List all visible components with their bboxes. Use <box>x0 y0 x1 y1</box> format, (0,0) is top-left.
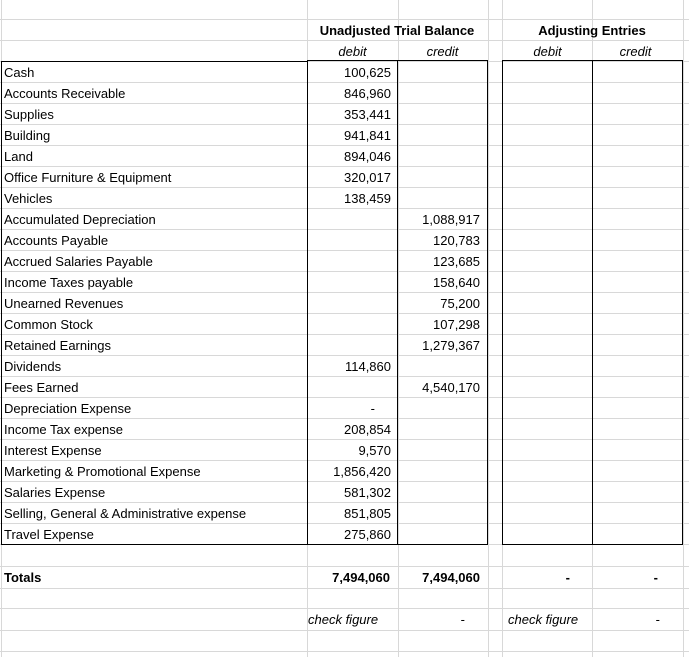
account-name[interactable]: Accumulated Depreciation <box>4 212 156 227</box>
account-unadjusted-credit[interactable] <box>398 419 480 440</box>
account-name[interactable]: Cash <box>4 65 35 80</box>
unadjusted-credit-header[interactable]: credit <box>426 44 459 59</box>
account-unadjusted-debit[interactable]: 851,805 <box>344 506 391 521</box>
totals-unadjusted-credit[interactable]: 7,494,060 <box>422 570 480 585</box>
account-unadjusted-debit[interactable]: 941,841 <box>344 128 391 143</box>
account-name[interactable]: Building <box>4 128 51 143</box>
adjusting-box-right <box>682 60 683 545</box>
adjusting-debit-header[interactable]: debit <box>533 44 562 59</box>
account-unadjusted-debit[interactable]: 353,441 <box>344 107 391 122</box>
account-unadjusted-credit[interactable] <box>398 83 480 104</box>
account-name[interactable]: Vehicles <box>4 191 53 206</box>
account-name[interactable]: Dividends <box>4 359 62 374</box>
account-unadjusted-credit[interactable]: 120,783 <box>433 233 480 248</box>
account-unadjusted-debit[interactable]: 138,459 <box>344 191 391 206</box>
unadjusted-box-left <box>307 60 308 545</box>
account-name[interactable]: Salaries Expense <box>4 485 106 500</box>
account-name[interactable]: Depreciation Expense <box>4 401 132 416</box>
account-name[interactable]: Unearned Revenues <box>4 296 124 311</box>
gridline-horizontal <box>0 651 689 652</box>
gridline-horizontal <box>0 630 689 631</box>
account-unadjusted-debit[interactable] <box>310 293 391 314</box>
account-unadjusted-debit[interactable] <box>310 272 391 293</box>
account-name[interactable]: Income Tax expense <box>4 422 123 437</box>
account-unadjusted-debit[interactable]: 208,854 <box>344 422 391 437</box>
account-unadjusted-debit[interactable] <box>310 209 391 230</box>
account-unadjusted-debit[interactable]: 894,046 <box>344 149 391 164</box>
account-unadjusted-debit[interactable]: 275,860 <box>344 527 391 542</box>
account-unadjusted-debit[interactable] <box>310 314 391 335</box>
account-unadjusted-credit[interactable] <box>398 167 480 188</box>
account-name[interactable]: Retained Earnings <box>4 338 111 353</box>
totals-adjusting-debit[interactable]: - <box>565 570 570 585</box>
account-unadjusted-credit[interactable] <box>398 503 480 524</box>
account-unadjusted-credit[interactable]: 123,685 <box>433 254 480 269</box>
check-figure-label-adjusting[interactable]: check figure <box>508 612 579 627</box>
account-unadjusted-credit[interactable] <box>398 188 480 209</box>
check-figure-value-adjusting[interactable]: - <box>655 612 660 627</box>
account-unadjusted-debit[interactable]: - <box>370 401 375 416</box>
account-unadjusted-credit[interactable]: 1,279,367 <box>422 338 480 353</box>
account-unadjusted-debit[interactable] <box>310 335 391 356</box>
account-unadjusted-credit[interactable] <box>398 62 480 83</box>
account-name[interactable]: Selling, General & Administrative expense <box>4 506 247 521</box>
account-name[interactable]: Travel Expense <box>4 527 94 542</box>
account-unadjusted-credit[interactable]: 158,640 <box>433 275 480 290</box>
account-name[interactable]: Supplies <box>4 107 54 122</box>
account-unadjusted-credit[interactable] <box>398 440 480 461</box>
adjusting-credit-header[interactable]: credit <box>619 44 652 59</box>
account-unadjusted-debit[interactable]: 846,960 <box>344 86 391 101</box>
unadjusted-trial-balance-header[interactable]: Unadjusted Trial Balance <box>319 23 475 38</box>
totals-adjusting-credit[interactable]: - <box>653 570 658 585</box>
account-unadjusted-debit[interactable] <box>310 377 391 398</box>
account-unadjusted-debit[interactable]: 581,302 <box>344 485 391 500</box>
account-name[interactable]: Fees Earned <box>4 380 79 395</box>
check-figure-value-unadjusted[interactable]: - <box>460 612 465 627</box>
accounts-box-left <box>1 61 2 545</box>
account-unadjusted-credit[interactable] <box>398 524 480 545</box>
account-unadjusted-debit[interactable]: 114,860 <box>344 359 391 374</box>
account-unadjusted-credit[interactable]: 75,200 <box>440 296 480 311</box>
adjusting-box-left <box>502 60 503 545</box>
account-unadjusted-credit[interactable] <box>398 398 480 419</box>
gridline-vertical <box>488 0 489 657</box>
account-unadjusted-credit[interactable] <box>398 482 480 503</box>
account-unadjusted-debit[interactable]: 320,017 <box>344 170 391 185</box>
account-unadjusted-debit[interactable] <box>310 230 391 251</box>
account-name[interactable]: Accounts Receivable <box>4 86 126 101</box>
unadjusted-box-right <box>487 60 488 545</box>
account-unadjusted-debit[interactable]: 100,625 <box>344 65 391 80</box>
account-name[interactable]: Land <box>4 149 33 164</box>
account-name[interactable]: Common Stock <box>4 317 93 332</box>
account-name[interactable]: Accrued Salaries Payable <box>4 254 153 269</box>
totals-label[interactable]: Totals <box>4 570 42 585</box>
account-name[interactable]: Accounts Payable <box>4 233 109 248</box>
account-unadjusted-credit[interactable]: 1,088,917 <box>422 212 480 227</box>
check-figure-label-unadjusted[interactable]: check figure <box>308 612 379 627</box>
unadjusted-debit-header[interactable]: debit <box>338 44 367 59</box>
account-unadjusted-credit[interactable] <box>398 356 480 377</box>
account-unadjusted-debit[interactable]: 1,856,420 <box>333 464 391 479</box>
account-unadjusted-credit[interactable] <box>398 146 480 167</box>
account-unadjusted-credit[interactable] <box>398 461 480 482</box>
account-unadjusted-credit[interactable] <box>398 104 480 125</box>
account-unadjusted-credit[interactable]: 4,540,170 <box>422 380 480 395</box>
account-unadjusted-debit[interactable] <box>310 251 391 272</box>
account-unadjusted-credit[interactable]: 107,298 <box>433 317 480 332</box>
account-name[interactable]: Office Furniture & Equipment <box>4 170 172 185</box>
account-name[interactable]: Marketing & Promotional Expense <box>4 464 201 479</box>
account-name[interactable]: Income Taxes payable <box>4 275 134 290</box>
gridline-vertical <box>683 0 684 657</box>
adjusting-entries-header[interactable]: Adjusting Entries <box>538 23 646 38</box>
gridline-horizontal <box>0 588 689 589</box>
account-unadjusted-debit[interactable]: 9,570 <box>358 443 391 458</box>
account-unadjusted-credit[interactable] <box>398 125 480 146</box>
account-name[interactable]: Interest Expense <box>4 443 102 458</box>
totals-unadjusted-debit[interactable]: 7,494,060 <box>332 570 390 585</box>
adjusting-box-divider <box>592 60 593 545</box>
